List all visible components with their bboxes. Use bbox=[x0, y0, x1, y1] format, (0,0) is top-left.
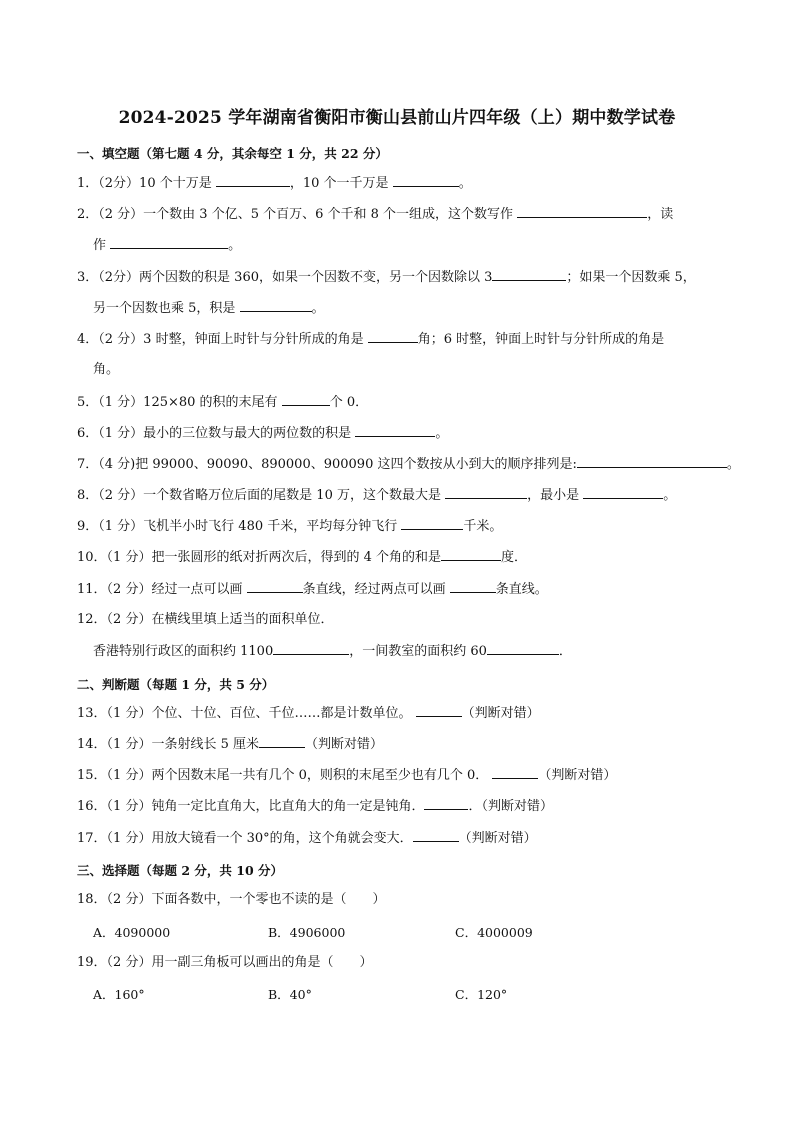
question-text: 角。 bbox=[93, 362, 120, 377]
question-text: 3．（2分）两个因数的积是 360，如果一个因数不变，另一个因数除以 3 bbox=[77, 270, 493, 285]
question-text: 千米。 bbox=[463, 519, 503, 534]
question-text: 。 bbox=[435, 426, 449, 441]
question-text: 。 bbox=[311, 301, 325, 316]
question-7 bbox=[77, 455, 740, 474]
question-17 bbox=[77, 829, 722, 848]
question-text: 1．（2分）10 个十万是 bbox=[77, 176, 212, 191]
section-heading-true-false: 二、判断题（每题 1 分，共 5 分） bbox=[77, 677, 275, 692]
option-a[interactable]: A．4090000 bbox=[93, 925, 171, 940]
question-4 bbox=[77, 330, 722, 349]
question-text: ，最小是 bbox=[527, 488, 580, 503]
answer-blank[interactable] bbox=[355, 424, 435, 437]
answer-blank[interactable] bbox=[445, 486, 527, 499]
question-text: ． bbox=[558, 644, 572, 659]
question-text: 9．（1 分）飞机半小时飞行 480 千米，平均每分钟飞行 bbox=[77, 519, 398, 534]
question-text: ，读 bbox=[647, 207, 674, 222]
question-12 bbox=[77, 611, 722, 629]
option-b[interactable]: B．4906000 bbox=[268, 925, 346, 940]
question-text: （判断对错） bbox=[458, 831, 537, 846]
question-text: 13．（1 分）个位、十位、百位、千位……都是计数单位。 bbox=[77, 706, 412, 721]
question-text: 10．（1 分）把一张圆形的纸对折两次后，得到的 4 个角的和是 bbox=[77, 550, 441, 565]
question-text: 角；6 时整，钟面上时针与分针所成的角是 bbox=[417, 332, 665, 347]
question-text: （判断对错） bbox=[461, 706, 540, 721]
question-4-continued bbox=[93, 361, 738, 379]
question-text: 。 bbox=[663, 488, 677, 503]
question-text: 。 bbox=[726, 457, 740, 472]
question-8 bbox=[77, 486, 722, 505]
question-9 bbox=[77, 517, 722, 536]
option-c[interactable]: C．120° bbox=[455, 987, 508, 1002]
question-3-continued bbox=[93, 299, 738, 318]
question-text: 15．（1 分）两个因数末尾一共有几个 0，则积的末尾至少也有几个 0． bbox=[77, 768, 489, 783]
answer-blank[interactable] bbox=[368, 330, 418, 343]
answer-blank[interactable] bbox=[517, 205, 647, 218]
answer-blank[interactable] bbox=[413, 829, 459, 842]
question-text: 香港特别行政区的面积约 1100 bbox=[93, 644, 274, 659]
option-c[interactable]: C．4000009 bbox=[455, 925, 533, 940]
answer-blank[interactable] bbox=[450, 580, 496, 593]
answer-blank[interactable] bbox=[441, 548, 501, 561]
answer-blank[interactable] bbox=[273, 642, 349, 655]
question-16 bbox=[77, 797, 722, 816]
question-text: 11．（2 分）经过一点可以画 bbox=[77, 582, 243, 597]
question-10 bbox=[77, 548, 722, 567]
answer-blank[interactable] bbox=[401, 517, 463, 530]
question-text: 个 0． bbox=[329, 395, 369, 410]
question-text: 作 bbox=[93, 238, 107, 253]
question-text: ；如果一个因数乘 5， bbox=[566, 270, 696, 285]
answer-blank[interactable] bbox=[424, 797, 468, 810]
question-18: 18．（2 分）下面各数中，一个零也不读的是（ ） bbox=[77, 892, 386, 907]
question-3 bbox=[77, 268, 722, 287]
question-1 bbox=[77, 174, 722, 193]
question-text: 条直线，经过两点可以画 bbox=[302, 582, 446, 597]
question-text: 另一个因数也乘 5，积是 bbox=[93, 301, 236, 316]
question-text: 6．（1 分）最小的三位数与最大的两位数的积是 bbox=[77, 426, 352, 441]
section-heading-fill-in: 一、填空题（第七题 4 分，其余每空 1 分，共 22 分） bbox=[77, 146, 388, 161]
question-6 bbox=[77, 424, 722, 443]
answer-blank[interactable] bbox=[577, 455, 727, 468]
option-a[interactable]: A．160° bbox=[93, 987, 145, 1002]
question-19: 19．（2 分）用一副三角板可以画出的角是（ ） bbox=[77, 955, 373, 970]
answer-blank[interactable] bbox=[216, 174, 290, 187]
answer-blank[interactable] bbox=[247, 580, 303, 593]
answer-blank[interactable] bbox=[240, 299, 312, 312]
answer-blank[interactable] bbox=[282, 393, 330, 406]
question-11 bbox=[77, 580, 722, 599]
question-text: 5．（1 分）125×80 的积的末尾有 bbox=[77, 395, 278, 410]
answer-blank[interactable] bbox=[487, 642, 559, 655]
question-text: ．（判断对错） bbox=[468, 799, 553, 814]
question-text: ，一间教室的面积约 60 bbox=[349, 644, 487, 659]
answer-blank[interactable] bbox=[416, 704, 462, 717]
question-14 bbox=[77, 735, 722, 754]
question-text: （判断对错） bbox=[304, 737, 383, 752]
question-text: 8．（2 分）一个数省略万位后面的尾数是 10 万，这个数最大是 bbox=[77, 488, 441, 503]
answer-blank[interactable] bbox=[393, 174, 459, 187]
question-5 bbox=[77, 393, 722, 412]
section-heading-multiple-choice: 三、选择题（每题 2 分，共 10 分） bbox=[77, 863, 284, 878]
question-text: 17．（1 分）用放大镜看一个 30°的角，这个角就会变大． bbox=[77, 831, 413, 846]
answer-blank[interactable] bbox=[259, 735, 305, 748]
question-text: 2．（2 分）一个数由 3 个亿、5 个百万、6 个千和 8 个一组成，这个数写作 bbox=[77, 207, 514, 222]
question-15 bbox=[77, 766, 722, 785]
answer-blank[interactable] bbox=[583, 486, 663, 499]
question-text: 4．（2 分）3 时整，钟面上时针与分针所成的角是 bbox=[77, 332, 364, 347]
answer-blank[interactable] bbox=[492, 268, 566, 281]
question-text: 14．（1 分）一条射线长 5 厘米 bbox=[77, 737, 259, 752]
option-b[interactable]: B．40° bbox=[268, 987, 312, 1002]
question-text: 12．（2 分）在横线里填上适当的面积单位． bbox=[77, 612, 334, 627]
question-text: 度． bbox=[500, 550, 527, 565]
page-title: 2024-2025 学年湖南省衡阳市衡山县前山片四年级（上）期中数学试卷 bbox=[118, 108, 676, 128]
answer-blank[interactable] bbox=[492, 766, 538, 779]
question-text: 条直线。 bbox=[495, 582, 548, 597]
answer-blank[interactable] bbox=[110, 236, 228, 249]
question-12-continued bbox=[93, 642, 738, 661]
question-text: 16．（1 分）钝角一定比直角大，比直角大的角一定是钝角． bbox=[77, 799, 425, 814]
question-13 bbox=[77, 704, 722, 723]
question-text: 。 bbox=[458, 176, 472, 191]
question-text: 。 bbox=[228, 238, 242, 253]
question-text: （判断对错） bbox=[538, 768, 617, 783]
question-text: 7．（4 分)把 99000、90090、890000、900090 这四个数按从小到大的顺序排列是: bbox=[77, 457, 577, 472]
question-2-continued bbox=[93, 236, 738, 255]
question-text: ，10 个一千万是 bbox=[289, 176, 389, 191]
question-2 bbox=[77, 205, 722, 224]
